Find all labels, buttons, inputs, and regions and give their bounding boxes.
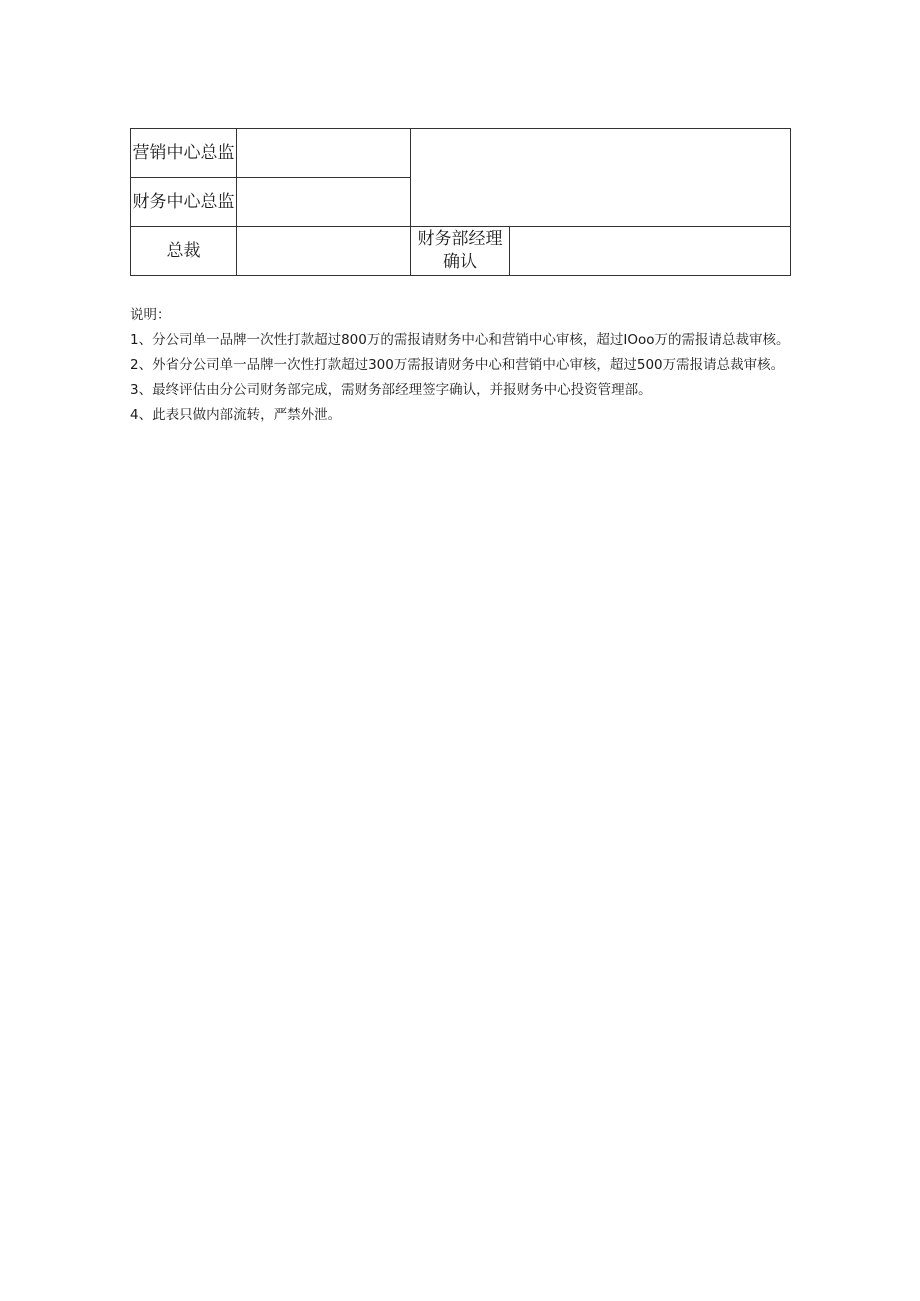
note-item-4: 4、此表只做内部流转，严禁外泄。	[130, 407, 342, 423]
president-label: 总裁	[131, 227, 237, 276]
table-row	[131, 227, 791, 276]
approval-table	[130, 128, 791, 276]
note-item-2: 2、外省分公司单一品牌一次性打款超过300万需报请财务中心和营销中心审核，超过500万需报请总裁审核。	[130, 357, 785, 373]
president-signature-cell[interactable]	[237, 227, 411, 276]
note-item-1: 1、分公司单一品牌一次性打款超过800万的需报请财务中心和营销中心审核，超过IOoo万的需报请总裁审核。	[130, 332, 790, 348]
notes-heading: 说明：	[130, 307, 171, 323]
marketing-director-label: 营销中心总监	[131, 129, 237, 178]
finance-director-signature-cell[interactable]	[237, 178, 411, 227]
finance-director-label: 财务中心总监	[131, 178, 237, 227]
finance-manager-confirm-label: 财务部经理确认	[411, 227, 510, 276]
marketing-director-signature-cell[interactable]	[237, 129, 411, 178]
merged-blank-cell[interactable]	[411, 129, 791, 227]
finance-manager-confirm-cell[interactable]	[510, 227, 791, 276]
notes-section	[130, 303, 795, 428]
note-item-3: 3、最终评估由分公司财务部完成，需财务部经理签字确认，并报财务中心投资管理部。	[130, 382, 652, 398]
table-row	[131, 129, 791, 178]
